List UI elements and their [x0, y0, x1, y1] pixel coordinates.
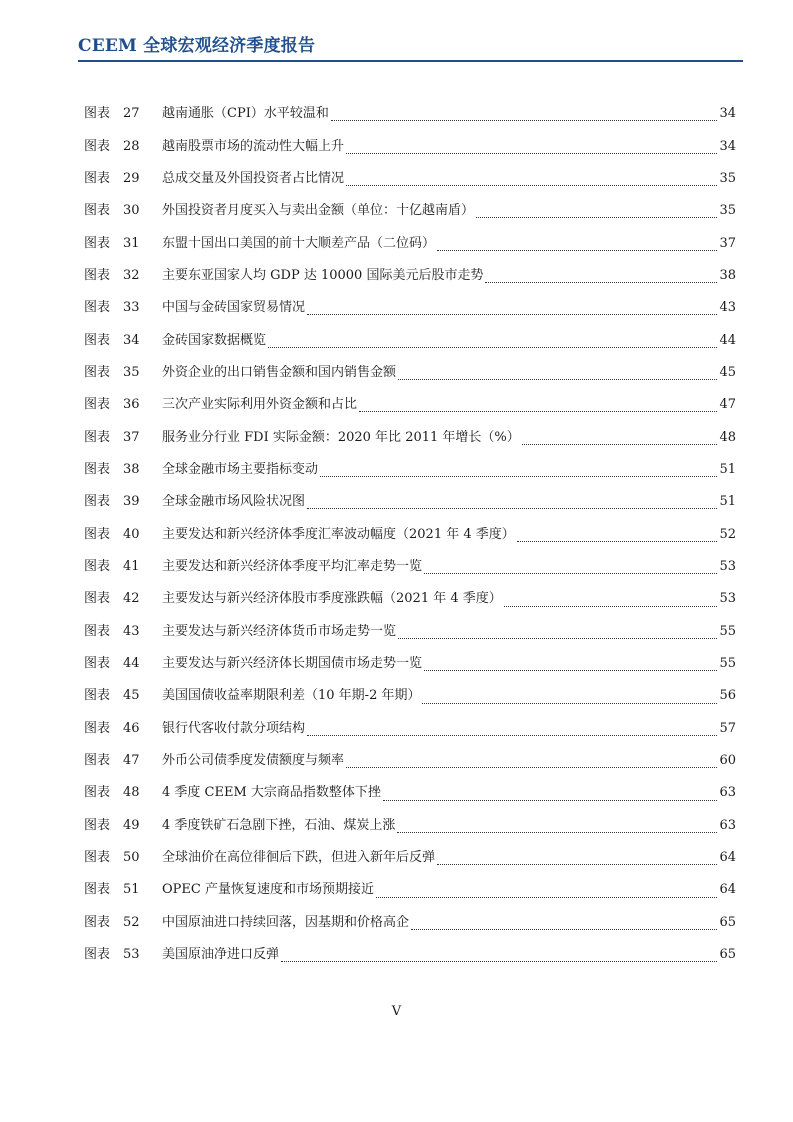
- toc-entry[interactable]: [84, 324, 736, 356]
- figure-prefix: 图表: [84, 397, 111, 413]
- toc-entry[interactable]: [84, 227, 736, 259]
- figure-prefix: 图表: [84, 817, 111, 833]
- report-title: CEEM 全球宏观经济季度报告: [78, 36, 316, 56]
- figure-label: [84, 753, 162, 769]
- figure-prefix: 图表: [84, 106, 111, 122]
- figure-label: [84, 462, 162, 478]
- figure-number: 46: [123, 720, 140, 736]
- figure-prefix: 图表: [84, 526, 111, 542]
- figure-prefix: 图表: [84, 656, 111, 672]
- figure-page-number[interactable]: 51: [719, 494, 736, 510]
- figure-label: [84, 397, 162, 413]
- figure-number: 31: [123, 235, 140, 251]
- toc-entry[interactable]: [84, 454, 736, 486]
- figure-label: [84, 721, 162, 737]
- toc-entry[interactable]: [84, 421, 736, 453]
- figure-label: [84, 106, 162, 122]
- figure-page-number[interactable]: 34: [719, 138, 736, 154]
- figure-title[interactable]: 总成交量及外国投资者占比情况: [162, 170, 345, 186]
- figure-number: 50: [123, 850, 140, 866]
- figure-label: [84, 527, 162, 543]
- dot-leader: [411, 929, 717, 930]
- figure-label: [84, 365, 162, 381]
- figure-title[interactable]: 三次产业实际利用外资金额和占比: [162, 397, 358, 413]
- figure-title[interactable]: 4 季度铁矿石急剧下挫，石油、煤炭上涨: [162, 817, 396, 833]
- figure-number: 40: [123, 526, 140, 542]
- dot-leader: [485, 282, 717, 283]
- figure-title[interactable]: 美国原油净进口反弹: [162, 947, 280, 963]
- figure-page-number[interactable]: 55: [719, 623, 736, 639]
- dot-leader: [422, 703, 717, 704]
- figure-number: 27: [123, 106, 140, 122]
- dot-leader: [398, 638, 717, 639]
- figure-title[interactable]: 主要发达与新兴经济体货币市场走势一览: [162, 623, 397, 639]
- toc-entry[interactable]: [84, 357, 736, 389]
- figure-prefix: 图表: [84, 494, 111, 510]
- figure-number: 52: [123, 914, 140, 930]
- figure-label: [84, 268, 162, 284]
- figure-label: [84, 430, 162, 446]
- figure-page-number[interactable]: 53: [719, 558, 736, 574]
- toc-entry[interactable]: [84, 745, 736, 777]
- toc-entry[interactable]: [84, 777, 736, 809]
- figure-number: 37: [123, 429, 140, 445]
- dot-leader: [307, 508, 717, 509]
- figure-prefix: 图表: [84, 591, 111, 607]
- toc-entry[interactable]: [84, 98, 736, 130]
- figure-label: [84, 591, 162, 607]
- figure-number: 28: [123, 138, 140, 154]
- figure-prefix: 图表: [84, 558, 111, 574]
- figure-label: [84, 203, 162, 219]
- toc-entry[interactable]: [84, 907, 736, 939]
- figure-label: [84, 850, 162, 866]
- toc-entry[interactable]: [84, 551, 736, 583]
- figure-page-number[interactable]: 56: [719, 688, 736, 704]
- figure-title[interactable]: 金砖国家数据概览: [162, 332, 267, 348]
- figure-page-number[interactable]: 37: [719, 235, 736, 251]
- figure-number: 44: [123, 656, 140, 672]
- dot-leader: [346, 185, 717, 186]
- figure-title[interactable]: 全球油价在高位徘徊后下跌，但进入新年后反弹: [162, 850, 436, 866]
- toc-entry[interactable]: [84, 389, 736, 421]
- figure-page-number[interactable]: 57: [719, 720, 736, 736]
- figure-prefix: 图表: [84, 720, 111, 736]
- figure-number: 47: [123, 753, 140, 769]
- dot-leader: [397, 832, 717, 833]
- figure-title[interactable]: 越南通胀（CPI）水平较温和: [162, 106, 329, 122]
- figure-prefix: 图表: [84, 203, 111, 219]
- dot-leader: [307, 314, 717, 315]
- toc-entry[interactable]: [84, 648, 736, 680]
- toc-entry[interactable]: [84, 292, 736, 324]
- dot-leader: [398, 379, 717, 380]
- figure-page-number[interactable]: 47: [719, 397, 736, 413]
- dot-leader: [522, 444, 718, 445]
- figure-prefix: 图表: [84, 785, 111, 801]
- figure-label: [84, 656, 162, 672]
- figure-number: 34: [123, 332, 140, 348]
- figure-label: [84, 333, 162, 349]
- toc-entry[interactable]: [84, 842, 736, 874]
- dot-leader: [331, 120, 718, 121]
- figure-title[interactable]: 美国国债收益率期限利差（10 年期-2 年期）: [162, 688, 421, 704]
- figure-page-number[interactable]: 63: [719, 817, 736, 833]
- dot-leader: [437, 864, 717, 865]
- figure-prefix: 图表: [84, 947, 111, 963]
- toc-entry[interactable]: [84, 810, 736, 842]
- toc-entry[interactable]: [84, 163, 736, 195]
- toc-entry[interactable]: [84, 518, 736, 550]
- figure-label: [84, 915, 162, 931]
- figure-page-number[interactable]: 48: [719, 429, 736, 445]
- figure-list: [84, 98, 736, 971]
- toc-entry[interactable]: [84, 195, 736, 227]
- figure-title[interactable]: 中国与金砖国家贸易情况: [162, 300, 306, 316]
- figure-label: [84, 785, 162, 801]
- figure-number: 41: [123, 558, 140, 574]
- dot-leader: [424, 670, 717, 671]
- figure-label: [84, 494, 162, 510]
- figure-number: 29: [123, 170, 140, 186]
- header-divider: [78, 60, 743, 62]
- figure-label: [84, 624, 162, 640]
- figure-prefix: 图表: [84, 914, 111, 930]
- figure-page-number[interactable]: 45: [719, 364, 736, 380]
- dot-leader: [346, 767, 717, 768]
- figure-title[interactable]: 服务业分行业 FDI 实际金额：2020 年比 2011 年增长（%）: [162, 429, 520, 445]
- figure-page-number[interactable]: 65: [719, 947, 736, 963]
- figure-page-number[interactable]: 52: [719, 526, 736, 542]
- figure-label: [84, 559, 162, 575]
- dot-leader: [359, 411, 717, 412]
- figure-title[interactable]: 主要发达与新兴经济体长期国债市场走势一览: [162, 656, 423, 672]
- figure-title[interactable]: 主要发达和新兴经济体季度汇率波动幅度（2021 年 4 季度）: [162, 526, 515, 542]
- figure-prefix: 图表: [84, 267, 111, 283]
- toc-entry[interactable]: [84, 713, 736, 745]
- dot-leader: [383, 800, 718, 801]
- figure-page-number[interactable]: 63: [719, 785, 736, 801]
- figure-prefix: 图表: [84, 461, 111, 477]
- figure-title[interactable]: 东盟十国出口美国的前十大顺差产品（二位码）: [162, 235, 436, 251]
- toc-entry[interactable]: [84, 939, 736, 971]
- figure-page-number[interactable]: 38: [719, 267, 736, 283]
- figure-page-number[interactable]: 35: [719, 170, 736, 186]
- toc-entry[interactable]: [84, 130, 736, 162]
- figure-title[interactable]: OPEC 产量恢复速度和市场预期接近: [162, 882, 374, 898]
- figure-prefix: 图表: [84, 235, 111, 251]
- figure-prefix: 图表: [84, 332, 111, 348]
- figure-page-number[interactable]: 44: [719, 332, 736, 348]
- figure-page-number[interactable]: 43: [719, 300, 736, 316]
- figure-number: 45: [123, 688, 140, 704]
- figure-prefix: 图表: [84, 688, 111, 704]
- figure-prefix: 图表: [84, 138, 111, 154]
- figure-title[interactable]: 银行代客收付款分项结构: [162, 720, 306, 736]
- toc-entry[interactable]: [84, 583, 736, 615]
- figure-page-number[interactable]: 34: [719, 106, 736, 122]
- dot-leader: [268, 347, 717, 348]
- figure-label: [84, 171, 162, 187]
- figure-number: 49: [123, 817, 140, 833]
- figure-prefix: 图表: [84, 753, 111, 769]
- figure-page-number[interactable]: 53: [719, 591, 736, 607]
- figure-title[interactable]: 越南股票市场的流动性大幅上升: [162, 138, 345, 154]
- report-header: [78, 34, 743, 60]
- figure-label: [84, 947, 162, 963]
- figure-label: [84, 818, 162, 834]
- figure-page-number[interactable]: 51: [719, 461, 736, 477]
- figure-number: 51: [123, 882, 140, 898]
- figure-title[interactable]: 主要发达和新兴经济体季度平均汇率走势一览: [162, 558, 423, 574]
- figure-label: [84, 139, 162, 155]
- figure-number: 48: [123, 785, 140, 801]
- figure-prefix: 图表: [84, 300, 111, 316]
- figure-title[interactable]: 主要发达与新兴经济体股市季度涨跌幅（2021 年 4 季度）: [162, 591, 502, 607]
- figure-prefix: 图表: [84, 882, 111, 898]
- figure-number: 39: [123, 494, 140, 510]
- figure-number: 38: [123, 461, 140, 477]
- figure-prefix: 图表: [84, 623, 111, 639]
- figure-label: [84, 300, 162, 316]
- figure-page-number[interactable]: 55: [719, 656, 736, 672]
- dot-leader: [376, 897, 717, 898]
- figure-number: 35: [123, 364, 140, 380]
- dot-leader: [504, 606, 718, 607]
- figure-title[interactable]: 中国原油进口持续回落，因基期和价格高企: [162, 914, 410, 930]
- dot-leader: [281, 961, 717, 962]
- figure-page-number[interactable]: 60: [719, 753, 736, 769]
- page-number: V: [391, 1004, 402, 1019]
- figure-page-number[interactable]: 64: [719, 882, 736, 898]
- toc-entry[interactable]: [84, 260, 736, 292]
- dot-leader: [517, 541, 718, 542]
- dot-leader: [476, 217, 717, 218]
- figure-title[interactable]: 全球金融市场风险状况图: [162, 494, 306, 510]
- dot-leader: [307, 735, 717, 736]
- figure-number: 30: [123, 203, 140, 219]
- figure-prefix: 图表: [84, 429, 111, 445]
- figure-label: [84, 688, 162, 704]
- figure-title[interactable]: 全球金融市场主要指标变动: [162, 461, 319, 477]
- figure-title[interactable]: 外国投资者月度买入与卖出金额（单位：十亿越南盾）: [162, 203, 475, 219]
- toc-entry[interactable]: [84, 680, 736, 712]
- figure-page-number[interactable]: 35: [719, 203, 736, 219]
- figure-number: 32: [123, 267, 140, 283]
- dot-leader: [346, 153, 717, 154]
- figure-page-number[interactable]: 64: [719, 850, 736, 866]
- figure-label: [84, 882, 162, 898]
- figure-label: [84, 236, 162, 252]
- figure-prefix: 图表: [84, 850, 111, 866]
- toc-entry[interactable]: [84, 616, 736, 648]
- figure-title[interactable]: 4 季度 CEEM 大宗商品指数整体下挫: [162, 785, 381, 801]
- figure-title[interactable]: 外币公司债季度发债额度与频率: [162, 753, 345, 769]
- figure-number: 36: [123, 397, 140, 413]
- figure-title[interactable]: 主要东亚国家人均 GDP 达 10000 国际美元后股市走势: [162, 267, 484, 283]
- figure-number: 43: [123, 623, 140, 639]
- figure-title[interactable]: 外资企业的出口销售金额和国内销售金额: [162, 364, 397, 380]
- dot-leader: [320, 476, 717, 477]
- figure-number: 53: [123, 947, 140, 963]
- figure-page-number[interactable]: 65: [719, 914, 736, 930]
- figure-prefix: 图表: [84, 364, 111, 380]
- dot-leader: [437, 250, 717, 251]
- toc-entry[interactable]: [84, 486, 736, 518]
- dot-leader: [424, 573, 717, 574]
- toc-entry[interactable]: [84, 874, 736, 906]
- figure-number: 42: [123, 591, 140, 607]
- figure-number: 33: [123, 300, 140, 316]
- figure-prefix: 图表: [84, 170, 111, 186]
